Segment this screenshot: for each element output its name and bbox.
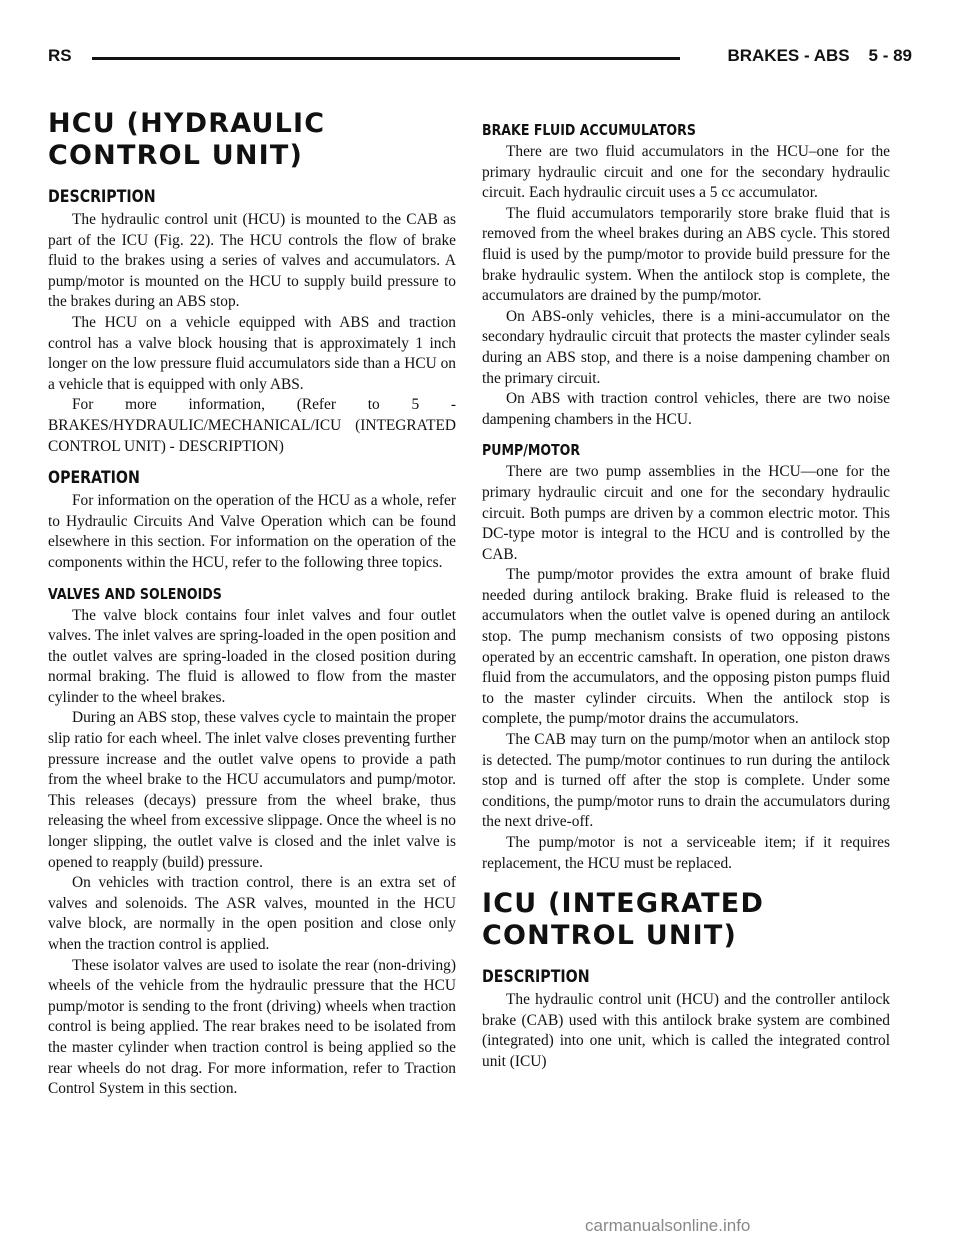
pump-paragraph: The pump/motor provides the extra amount of brake fluid needed during antilock braking. Brake fluid is released to the accumulators when the outlet valve is opened during an antilock stop. The pump mechanism consists of two opposing pistons operated by an eccentric camshaft. In operation, one piston draws fluid from the accumulators, and the opposing piston pumps fluid to the master cylinder circuits. When the antilock stop is complete, the pump/motor drains the accumulators. xyxy=(482,566,890,728)
pump-paragraph: There are two pump assemblies in the HCU—one for the primary hydraulic circuit and one for the secondary hydraulic circuit. Both pumps are driven by a common electric motor. This DC-type motor is integral to the HCU and is controlled by the CAB. xyxy=(482,463,890,563)
icu-title: ICU (INTEGRATED CONTROL UNIT) xyxy=(482,888,765,952)
header-rule xyxy=(92,57,680,60)
section-gap xyxy=(482,874,890,888)
right-column xyxy=(482,110,890,1073)
pump-paragraph: The CAB may turn on the pump/motor when an antilock stop is detected. The pump/motor continues to run during the antilock stop and is turned off after the stop is complete. Under some conditions, the pump/motor runs to drain the accumulators during the next drive-off. xyxy=(482,731,890,831)
footer-watermark: carmanualsonline.info xyxy=(585,1216,751,1235)
description-paragraph: The hydraulic control unit (HCU) is mounted to the CAB as part of the ICU (Fig. 22). The HCU controls the flow of brake fluid to the brakes using a series of valves and accumulators. A pump/motor is mounted on the HCU to supply build pressure to the brakes during an ABS stop. xyxy=(48,211,456,311)
header-section-code: RS xyxy=(48,46,72,65)
valves-paragraph: During an ABS stop, these valves cycle to maintain the proper slip ratio for each wheel. The inlet valve closes preventing further pressure increase and the outlet valve opens to provide a path from the wheel brake to the HCU accumulators and pump/motor. This releases (decays) pressure from the wheel brake, thus releasing the wheel from excessive slippage. Once the wheel is no longer slipping, the outlet valve is closed and the inlet valve is opened to reapply (build) pressure. xyxy=(48,709,456,871)
icu-description-heading: DESCRIPTION xyxy=(482,967,590,987)
accumulators-paragraph: There are two fluid accumulators in the HCU–one for the primary hydraulic circuit and one for the secondary hydraulic circuit. Each hydraulic circuit uses a 5 cc accumulator. xyxy=(482,143,890,202)
accumulators-heading: BRAKE FLUID ACCUMULATORS xyxy=(482,121,696,139)
description-heading: DESCRIPTION xyxy=(48,187,156,206)
accumulators-paragraph: The fluid accumulators temporarily store brake fluid that is removed from the wheel brakes during an ABS cycle. This stored fluid is used by the pump/motor to provide build pressure for the brake hydraulic system. When the antilock stop is complete, the accumulators are drained by the pump/motor. xyxy=(482,204,890,305)
pump-paragraph: The pump/motor is not a serviceable item; if it requires replacement, the HCU must be replaced. xyxy=(482,834,890,872)
valves-paragraph: These isolator valves are used to isolate the rear (non-driving) wheels of the vehicle from the hydraulic pressure that the HCU pump/motor is sending to the front (driving) wheels when traction control is being applied. The rear brakes need to be isolated from the master cylinder when traction control is being applied so the rear wheels do not drag. For more information, refer to Traction Control System in this section. xyxy=(48,956,456,1098)
operation-heading: OPERATION xyxy=(48,468,140,488)
valves-paragraph: The valve block contains four inlet valves and four outlet valves. The inlet valves are spring-loaded in the open position and the outlet valves are spring-loaded in the closed position during normal braking. The fluid is allowed to flow from the master cylinder to the wheel brakes. xyxy=(48,606,456,706)
hcu-title: HCU (HYDRAULIC CONTROL UNIT) xyxy=(48,108,326,171)
description-paragraph: The HCU on a vehicle equipped with ABS and traction control has a valve block housing that is approximately 1 inch longer on the low pressure fluid accumulators side than a HCU on a vehicle that is equipped with only ABS. xyxy=(48,313,456,393)
accumulators-paragraph: On ABS-only vehicles, there is a mini-accumulator on the secondary hydraulic circuit that protects the master cylinder seals during an ABS stop, and there is a noise dampening chamber on the primary circuit. xyxy=(482,307,890,387)
operation-paragraph: For information on the operation of the HCU as a whole, refer to Hydraulic Circuits And Valve Operation which can be found elsewhere in this section. For information on the operation of the components within the HCU, refer to the following three topics. xyxy=(48,492,456,571)
accumulators-paragraph: On ABS with traction control vehicles, there are two noise dampening chambers in the HCU. xyxy=(482,390,890,428)
page-header xyxy=(48,46,912,72)
header-page-title: BRAKES - ABS 5 - 89 xyxy=(727,46,912,65)
description-paragraph: For more information, (Refer to 5 - BRAKES/HYDRAULIC/MECHANICAL/ICU (INTEGRATED CONTROL UNIT) - DESCRIPTION) xyxy=(48,396,456,455)
valves-paragraph: On vehicles with traction control, there is an extra set of valves and solenoids. The ASR valves, mounted in the HCU valve block, are normally in the open position and close only when the traction control is applied. xyxy=(48,874,456,953)
left-column xyxy=(48,108,456,1100)
pump-heading: PUMP/MOTOR xyxy=(482,441,581,460)
valves-heading: VALVES AND SOLENOIDS xyxy=(48,584,222,603)
icu-paragraph: The hydraulic control unit (HCU) and the controller antilock brake (CAB) used with this antilock brake system are combined (integrated) into one unit, which is called the integrated control unit (ICU) xyxy=(482,991,890,1070)
